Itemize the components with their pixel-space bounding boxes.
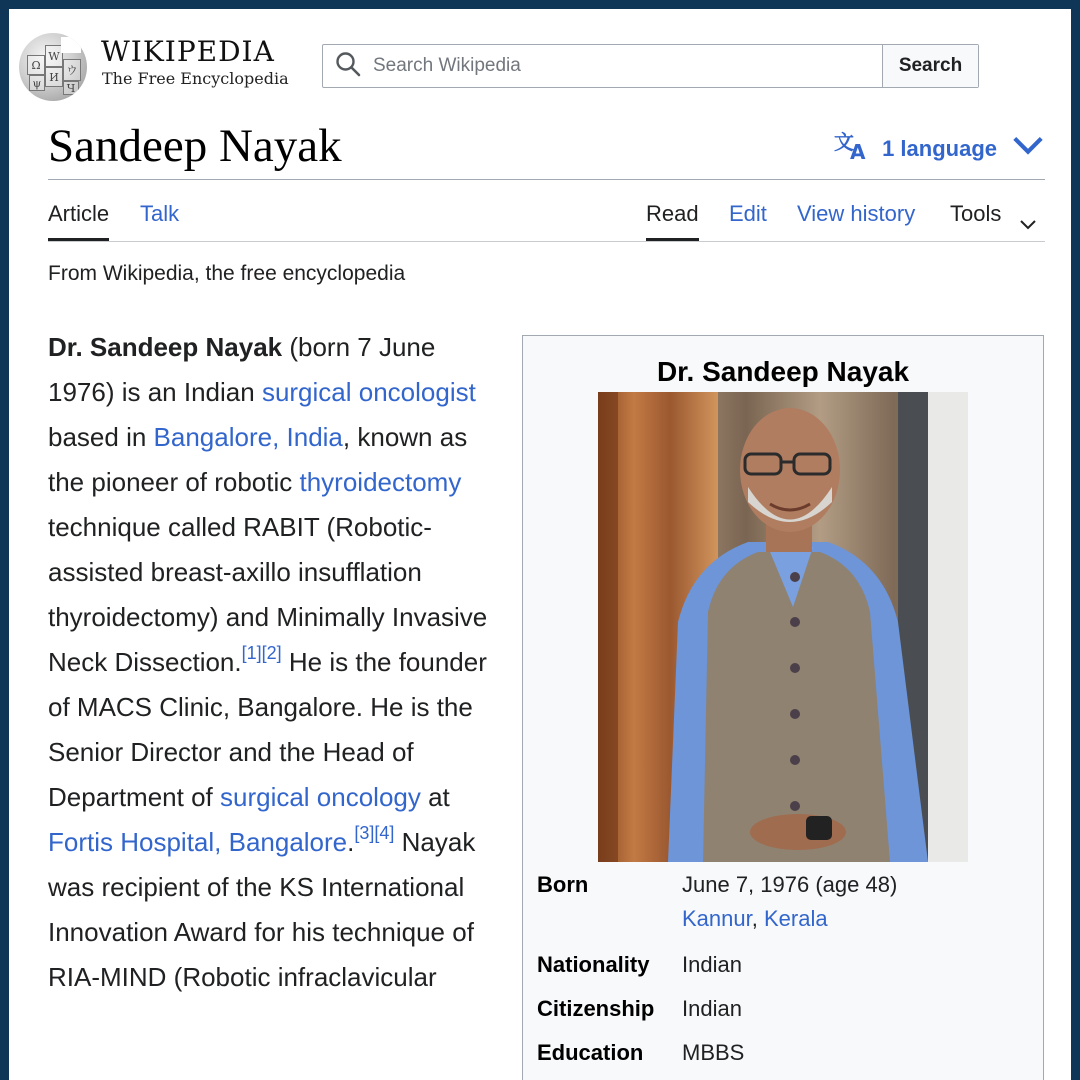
article-lead-paragraph bbox=[48, 325, 508, 1000]
text: , known as the pioneer of robotic bbox=[48, 422, 468, 497]
browser-page bbox=[9, 9, 1071, 1080]
link-surgical-oncologist[interactable]: surgical oncologist bbox=[261, 377, 476, 407]
separator: , bbox=[751, 906, 764, 931]
svg-text:文: 文 bbox=[834, 131, 855, 154]
puzzle-piece: W bbox=[45, 45, 63, 67]
puzzle-piece: ψ bbox=[29, 75, 45, 91]
subject-name: Dr. Sandeep Nayak bbox=[48, 332, 283, 362]
tab-read[interactable]: Read bbox=[646, 199, 699, 241]
tools-menu[interactable] bbox=[950, 199, 1037, 241]
link-kannur[interactable]: Kannur bbox=[682, 906, 752, 931]
puzzle-piece: Ω bbox=[27, 55, 45, 75]
infobox-title: Dr. Sandeep Nayak bbox=[656, 356, 910, 387]
translate-icon bbox=[834, 131, 868, 167]
text: at bbox=[420, 782, 450, 812]
chevron-down-icon bbox=[1019, 209, 1037, 239]
infobox-row-nationality bbox=[537, 952, 1037, 996]
search-input[interactable] bbox=[373, 55, 882, 77]
title-divider bbox=[48, 179, 1045, 180]
wikipedia-globe-logo[interactable] bbox=[19, 33, 87, 101]
search-field[interactable] bbox=[323, 45, 882, 87]
tools-label: Tools bbox=[950, 201, 1002, 226]
infobox-row-born bbox=[537, 872, 1037, 952]
birth-place bbox=[682, 906, 1037, 932]
link-mbbs[interactable]: MBBS bbox=[682, 1040, 745, 1065]
citation-2[interactable]: [2] bbox=[261, 643, 282, 664]
infobox-rows bbox=[537, 872, 1037, 1080]
tabs-divider bbox=[48, 241, 1045, 242]
search-box bbox=[322, 44, 979, 88]
link-thyroidectomy[interactable]: thyroidectomy bbox=[299, 467, 462, 497]
tab-talk[interactable]: Talk bbox=[140, 201, 180, 226]
text: technique called RABIT (Robotic-assisted breast-axillo insufflation thyroidectomy) and Minimally Invasive Neck Dissection. bbox=[48, 512, 488, 677]
infobox-value: Indian bbox=[682, 996, 742, 1021]
infobox-value: Indian bbox=[682, 952, 742, 977]
puzzle-piece: И bbox=[45, 67, 63, 87]
chevron-down-icon bbox=[1011, 131, 1045, 167]
wordmark-title: WIKIPEDIA bbox=[101, 35, 275, 68]
text: He is the founder of MACS Clinic, Bangalore. He is the Senior Director and the Head of Department of bbox=[48, 647, 487, 812]
infobox-label: Nationality bbox=[537, 952, 650, 977]
infobox-label: Citizenship bbox=[537, 996, 655, 1021]
language-label: 1 language bbox=[882, 136, 997, 161]
page-title: Sandeep Nayak bbox=[48, 120, 342, 172]
wordmark[interactable] bbox=[101, 37, 289, 88]
search-icon bbox=[335, 51, 361, 82]
infobox-value bbox=[682, 872, 1037, 952]
from-wikipedia-line: From Wikipedia, the free encyclopedia bbox=[48, 262, 406, 285]
citation-3[interactable]: [3] bbox=[354, 823, 375, 844]
birth-date: June 7, 1976 (age 48) bbox=[682, 872, 898, 897]
language-selector[interactable] bbox=[834, 131, 1045, 167]
puzzle-piece: ウ bbox=[63, 59, 81, 81]
wordmark-tagline: The Free Encyclopedia bbox=[102, 69, 289, 88]
infobox bbox=[522, 335, 1044, 1080]
infobox-row-citizenship bbox=[537, 996, 1037, 1040]
link-bangalore-india[interactable]: Bangalore, India bbox=[153, 422, 343, 452]
text: based in bbox=[48, 422, 154, 452]
text: Nayak was recipient of the KS International Innovation Award for his technique of RIA-MIND (Robotic infraclavicular bbox=[48, 827, 476, 992]
infobox-label: Born bbox=[537, 872, 589, 897]
text: . bbox=[347, 827, 355, 857]
infobox-label: Education bbox=[537, 1040, 644, 1065]
citation-1[interactable]: [1] bbox=[241, 643, 262, 664]
portrait-photo[interactable] bbox=[598, 392, 968, 862]
tab-edit[interactable]: Edit bbox=[729, 201, 767, 226]
puzzle-piece: Ч bbox=[63, 81, 79, 95]
missing-piece bbox=[61, 37, 81, 53]
page-tabs bbox=[48, 199, 1045, 241]
link-fortis-hospital[interactable]: Fortis Hospital, Bangalore bbox=[48, 827, 348, 857]
infobox-row-education bbox=[537, 1040, 1037, 1080]
citation-4[interactable]: [4] bbox=[374, 823, 395, 844]
tab-article[interactable]: Article bbox=[48, 199, 109, 241]
tab-view-history[interactable]: View history bbox=[797, 201, 916, 226]
svg-text:A: A bbox=[850, 140, 866, 161]
link-kerala[interactable]: Kerala bbox=[763, 906, 828, 931]
search-button[interactable]: Search bbox=[882, 45, 978, 87]
link-surgical-oncology[interactable]: surgical oncology bbox=[219, 782, 421, 812]
text: (born 7 June 1976) is an Indian bbox=[48, 332, 436, 407]
